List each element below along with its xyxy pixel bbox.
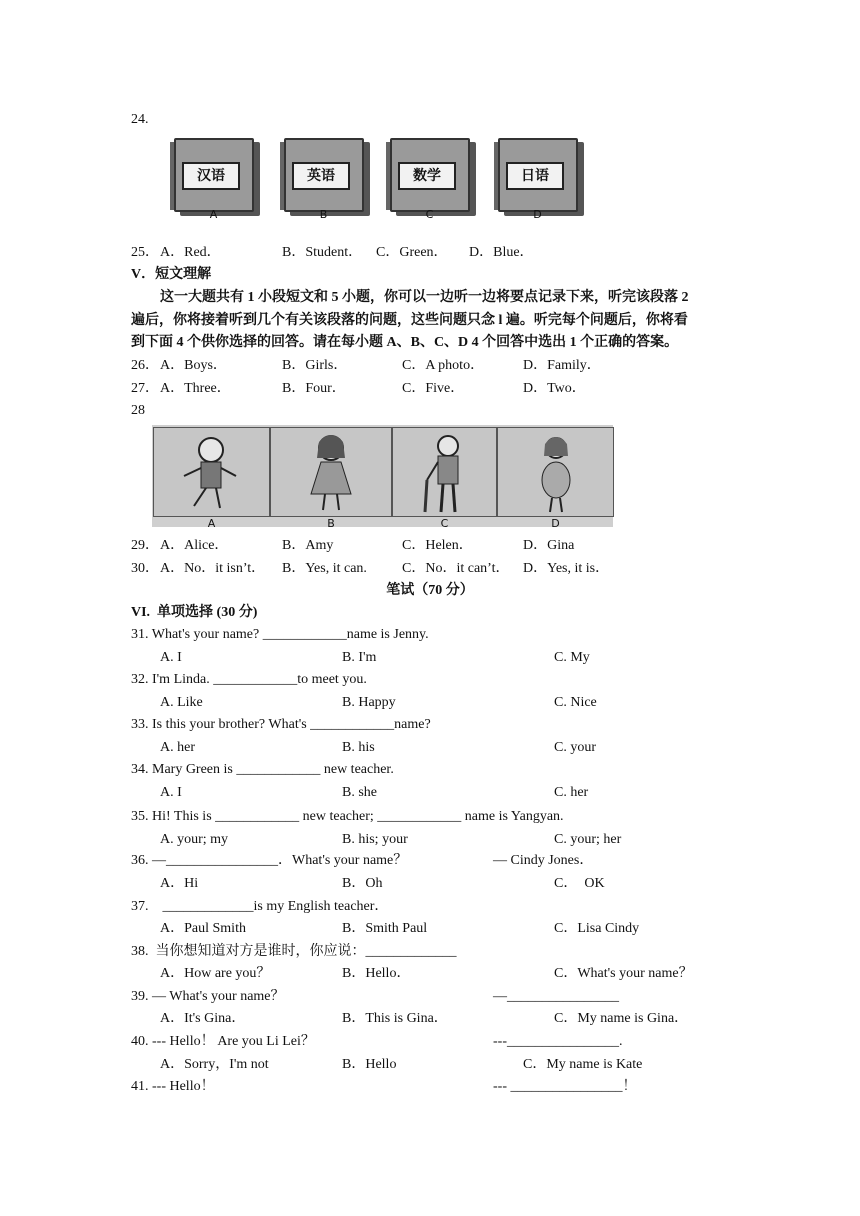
q25-option-d: D．Blue． [469, 245, 534, 260]
person-option-b [270, 427, 392, 530]
book-label: 数学 [398, 162, 456, 190]
book-label: 英语 [292, 162, 350, 190]
q39-reply: —________________ [493, 989, 619, 1004]
book-label: 汉语 [182, 162, 240, 190]
q25-option-a: A．Red． [160, 245, 221, 260]
book-letter: C [425, 208, 434, 221]
old-man-figure-icon [393, 428, 496, 516]
q29-option-b: B．Amy [282, 538, 334, 553]
q32-option-a: A. Like [160, 695, 203, 710]
q33-option-b: B. his [342, 740, 375, 755]
q31-option-a: A. I [160, 650, 182, 665]
person-option-a [153, 427, 270, 530]
q30-option-a: A．No．it isn’t． [160, 561, 266, 576]
q27-option-d: D．Two． [523, 381, 586, 396]
q35-stem: 35. Hi! This is ____________ new teacher; ____________ name is Yangyan. [131, 809, 564, 824]
q36-option-c: C． OK [554, 876, 605, 891]
q28-number: 28 [131, 403, 145, 418]
q30-option-d: D．Yes, it is． [523, 561, 610, 576]
book-letter: A [209, 208, 218, 221]
q36-option-b: B．Oh [342, 876, 383, 891]
q31-option-b: B. I'm [342, 650, 377, 665]
q35-option-b: B. his; your [342, 832, 408, 847]
book-option-d [484, 132, 591, 220]
q24-number: 24. [131, 112, 149, 127]
q41-stem: 41. --- Hello！ [131, 1079, 215, 1094]
q39-option-a: A．It's Gina． [160, 1011, 246, 1026]
q35-option-a: A. your; my [160, 832, 229, 847]
q39-option-b: B．This is Gina． [342, 1011, 448, 1026]
q29-option-a: A．Alice． [160, 538, 229, 553]
q25-option-c: C．Green． [376, 245, 448, 260]
person-letter: A [207, 517, 216, 530]
q37-option-b: B．Smith Paul [342, 921, 428, 936]
q33-stem: 33. Is this your brother? What's ____________name? [131, 717, 431, 732]
q37-option-c: C．Lisa Cindy [554, 921, 640, 936]
q34-option-a: A. I [160, 785, 182, 800]
person-letter: C [440, 517, 449, 530]
q31-option-c: C. My [554, 650, 590, 665]
q28-people-images [152, 425, 613, 530]
q37-stem: 37. _____________is my English teacher． [131, 899, 389, 914]
q38-option-a: A．How are you？ [160, 966, 271, 981]
section-5-title: V．短文理解 [131, 267, 212, 282]
q24-book-images [160, 132, 593, 220]
book-option-c [376, 132, 483, 220]
q31-stem: 31. What's your name? ____________name is Jenny. [131, 627, 429, 642]
book-letter: B [319, 208, 328, 221]
q38-stem: 38. 当你想知道对方是谁时，你应说：_____________ [131, 944, 457, 959]
q25-number: 25． [131, 245, 159, 260]
q27-number: 27． [131, 381, 159, 396]
book-label: 日语 [506, 162, 564, 190]
section-6-title: VI. 单项选择 (30 分) [131, 605, 258, 620]
q37-option-a: A．Paul Smith [160, 921, 246, 936]
q34-stem: 34. Mary Green is ____________ new teacher. [131, 762, 394, 777]
section-5-instructions-3: 到下面 4 个供你选择的回答。请在每小题 A、B、C、D 4 个回答中选出 1 个正确的答案。 [131, 335, 679, 350]
q25-option-b: B．Student． [282, 245, 363, 260]
written-section-title: 笔试（70 分） [386, 583, 474, 598]
q35-option-c: C. your; her [554, 832, 622, 847]
q39-option-c: C．My name is Gina． [554, 1011, 689, 1026]
boy-figure-icon [154, 428, 269, 516]
q26-option-d: D．Family． [523, 358, 601, 373]
q39-stem: 39. — What's your name？ [131, 989, 285, 1004]
woman-figure-icon [498, 428, 613, 516]
q41-reply: --- ________________！ [493, 1079, 637, 1094]
q30-option-c: C．No．it can’t． [402, 561, 510, 576]
section-5-instructions-1: 这一大题共有 1 小段短文和 5 小题，你可以一边听一边将要点记录下来，听完该段落 2 [160, 290, 689, 305]
book-option-a [160, 132, 267, 220]
q26-option-b: B．Girls． [282, 358, 348, 373]
q29-number: 29． [131, 538, 159, 553]
girl-figure-icon [271, 428, 391, 516]
book-option-b [270, 132, 377, 220]
q33-option-a: A. her [160, 740, 195, 755]
q36-option-a: A．Hi [160, 876, 199, 891]
person-option-d [497, 427, 614, 530]
person-option-c [392, 427, 497, 530]
q26-option-a: A．Boys． [160, 358, 227, 373]
q29-option-d: D．Gina [523, 538, 575, 553]
q34-option-c: C. her [554, 785, 589, 800]
q26-option-c: C．A photo． [402, 358, 485, 373]
q33-option-c: C. your [554, 740, 596, 755]
person-letter: B [327, 517, 335, 530]
book-letter: D [533, 208, 542, 221]
q40-option-a: A．Sorry，I'm not [160, 1057, 269, 1072]
q27-option-c: C．Five． [402, 381, 465, 396]
section-5-instructions-2: 遍后，你将接着听到几个有关该段落的问题，这些问题只念 l 遍。听完每个问题后，你将看 [131, 313, 688, 328]
q32-option-b: B. Happy [342, 695, 396, 710]
q30-number: 30． [131, 561, 159, 576]
q40-stem: 40. --- Hello！ Are you Li Lei？ [131, 1034, 315, 1049]
q36-stem: 36. —________________．What's your name？ [131, 853, 408, 868]
q40-option-c: C．My name is Kate [523, 1057, 643, 1072]
q40-reply: ---________________. [493, 1034, 623, 1049]
q34-option-b: B. she [342, 785, 377, 800]
q29-option-c: C．Helen． [402, 538, 473, 553]
q30-option-b: B．Yes, it can. [282, 561, 367, 576]
q32-option-c: C. Nice [554, 695, 597, 710]
q26-number: 26． [131, 358, 159, 373]
q36-reply: — Cindy Jones． [493, 853, 594, 868]
q32-stem: 32. I'm Linda. ____________to meet you. [131, 672, 367, 687]
q38-option-c: C．What's your name？ [554, 966, 693, 981]
person-letter: D [551, 517, 560, 530]
q38-option-b: B．Hello． [342, 966, 411, 981]
q40-option-b: B．Hello [342, 1057, 397, 1072]
q27-option-b: B．Four． [282, 381, 346, 396]
q27-option-a: A．Three． [160, 381, 231, 396]
